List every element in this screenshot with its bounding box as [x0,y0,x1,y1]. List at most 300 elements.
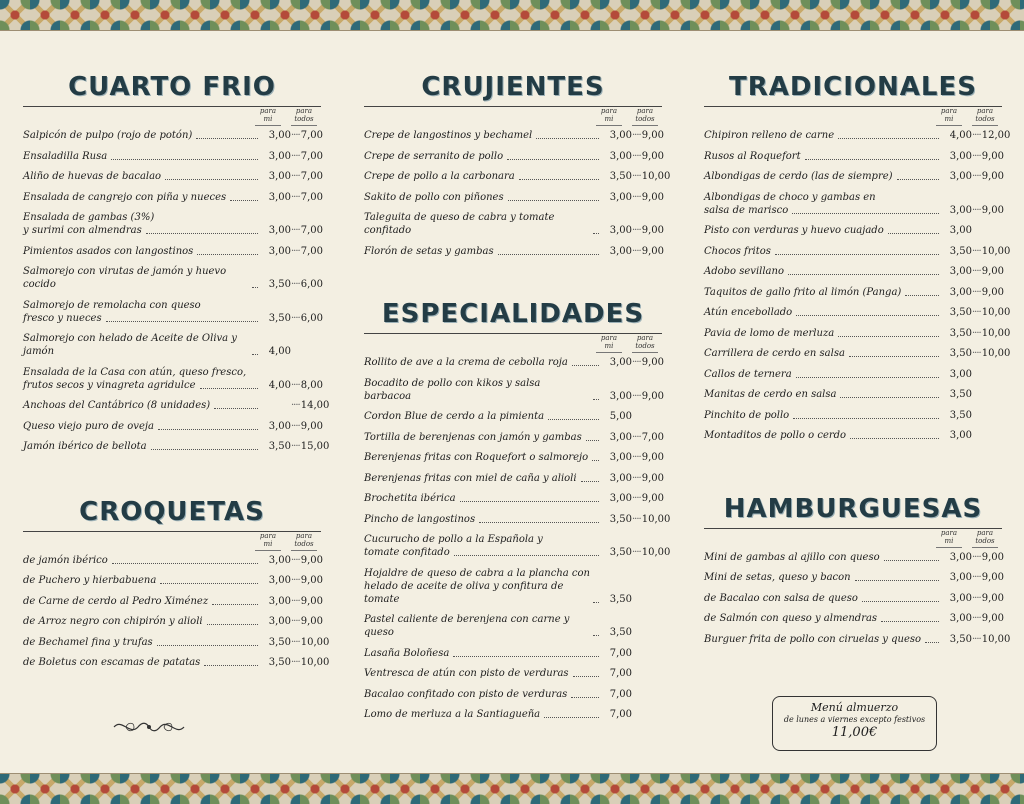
dot-leader [498,254,599,255]
price-para-todos: ···· 10,00 [632,170,662,183]
menu-item-name: Pisto con verduras y huevo cuajado [704,225,884,236]
price-column-headers [704,107,1002,129]
price-para-mi: 3,50 [268,312,291,324]
menu-item-name: Tortilla de berenjenas con jamón y gambas [364,431,582,443]
dot-leader [593,233,599,234]
menu-item [364,211,662,237]
tile-border-top [0,0,1024,31]
tile-border-bottom [0,773,1024,804]
menu-item [364,688,662,701]
menu-item [704,388,1002,401]
menu-item [23,150,321,163]
dot-leader [111,159,258,160]
price-para-todos: ···· 6,00 [291,312,321,325]
price-para-mi: 3,50 [268,441,291,452]
menu-item-name: Brochetita ibérica [364,493,456,504]
menu-item-name: Lasaña Boloñesa [364,647,450,659]
menu-item-name: de Bacalao con salsa de queso [704,592,858,604]
menu-item [364,667,662,680]
menu-item [23,245,321,258]
menu-item-name: frutos secos y vinagreta agridulce [23,379,196,391]
price-para-mi: 3,50 [949,633,972,645]
menu-item-name: Sakito de pollo con piñones [364,191,504,203]
price-para-todos: ···· 9,00 [632,472,662,485]
dot-leader [507,159,599,160]
price-para-mi: 4,00 [268,379,291,391]
menu-item-name: Taquitos de gallo frito al limón (Panga) [704,286,902,298]
menu-item [364,451,662,464]
menu-item-name: Ensalada de cangrejo con piña y nueces [23,191,227,203]
price-para-todos: ···· 9,00 [972,204,1002,217]
menu-item-name: y surimi con almendras [23,225,142,236]
section-hamburguesas [704,492,1011,646]
menu-item [704,368,1002,381]
dot-leader [460,501,599,502]
price-para-todos: ···· 7,00 [291,150,321,163]
dot-leader [252,287,258,288]
menu-item [704,612,1002,625]
price-para-mi: 3,00 [609,130,632,141]
menu-item-name: Ensalada de la Casa con atún, queso fresco, [23,366,247,378]
price-para-todos: ···· 9,00 [632,150,662,163]
price-para-mi: 3,00 [609,431,632,443]
price-para-todos: ···· 9,00 [632,129,662,142]
menu-item-name: Pavia de lomo de merluza [704,327,835,339]
dot-leader [884,560,939,561]
price-para-mi: 3,50 [268,636,291,648]
menu-item [364,245,662,258]
dot-leader [453,656,599,657]
menu-item [23,656,330,669]
menu-item-name: Carrillera de cerdo en salsa [704,348,845,359]
menu-item [23,332,321,358]
price-para-mi: 3,00 [609,245,632,257]
menu-item [364,708,662,721]
price-para-todos: ···· 10,00 [972,327,1002,340]
menu-item [364,191,662,204]
section-especialidades [364,297,671,721]
dot-leader [160,583,258,584]
dot-leader [593,635,599,636]
menu-item-name: Ensalada de gambas (3%) [23,212,155,223]
price-para-todos: ···· 9,00 [972,265,1002,278]
price-para-todos: ···· 9,00 [632,492,662,505]
dot-leader [855,580,939,581]
dot-leader [796,377,939,378]
menu-item-name: helado de aceite de oliva y confitura de tomate [364,580,564,605]
price-para-mi: 3,00 [949,572,972,583]
menu-item [23,366,321,392]
dot-leader [197,254,258,255]
dot-leader [805,159,939,160]
menu-item [364,647,662,660]
menu-item-name: Rollito de ave a la crema de cebolla roja [364,357,568,368]
dot-leader [519,179,599,180]
price-para-todos: ···· 8,00 [291,379,321,392]
price-para-todos: ···· 7,00 [291,245,321,258]
menu-item [23,595,321,608]
price-para-mi: 3,50 [609,593,632,605]
menu-item [364,356,662,369]
price-para-mi: 3,50 [949,348,972,359]
dot-leader [212,604,258,605]
dot-leader [157,645,258,646]
dot-leader [775,254,939,255]
menu-item-name: Rusos al Roquefort [704,150,801,162]
price-para-todos: ···· 10,00 [291,656,321,669]
dot-leader [200,388,259,389]
dot-leader [850,438,939,439]
price-para-todos: ···· 9,00 [291,420,321,433]
menu-item-name: de Salmón con queso y almendras [704,613,878,624]
dot-leader [196,138,258,139]
dot-leader [508,200,599,201]
price-para-mi: 3,00 [609,390,632,402]
menu-item-name: Pinchito de pollo [704,409,790,421]
menu-item-name: Callos de ternera [704,368,792,380]
price-para-mi: 3,50 [949,409,972,421]
dot-leader [106,321,258,322]
menu-item-name: Pastel caliente de berenjena con carne y queso [364,614,570,638]
menu-item-name: de Arroz negro con chipirón y alioli [23,616,203,627]
price-para-mi: 7,00 [609,709,632,720]
menu-item-name: Salpicón de pulpo (rojo de potón) [23,130,193,141]
section-title: TRADICIONALES [729,72,977,102]
dot-leader [548,419,599,420]
price-para-mi: 3,50 [268,279,291,290]
dot-leader [897,179,939,180]
price-para-mi: 7,00 [609,647,632,659]
price-para-mi: 3,50 [268,657,291,668]
menu-item-name: Cordon Blue de cerdo a la pimienta [364,411,545,422]
dot-leader [572,365,599,366]
menu-item-name: Pimientos asados con langostinos [23,245,194,257]
menu-item-name: Montaditos de pollo o cerdo [704,430,847,441]
dot-leader [158,429,258,430]
dot-leader [544,717,599,718]
header-para-todos: para todos [632,334,658,353]
dot-leader [112,563,258,564]
section-cuarto-frio [23,70,330,453]
menu-item-name: Taleguita de queso de cabra y tomate confitado [364,212,555,236]
menu-item [704,571,1002,584]
menu-item-name: Mini de gambas al ajillo con queso [704,551,880,563]
menu-item [704,245,1011,258]
header-para-mi: para mi [596,334,622,353]
price-column-headers [23,107,321,129]
menu-item [704,170,1002,183]
price-para-todos: ···· 15,00 [291,440,321,453]
section-title: CROQUETAS [79,496,265,527]
menu-item-name: de Puchero y hierbabuena [23,575,157,586]
menu-item [364,129,662,142]
dot-leader [252,354,258,355]
column-middle [364,70,671,729]
menu-item-name: Bacalao confitado con pisto de verduras [364,688,568,700]
price-column-headers [364,107,662,129]
menu-item [364,567,662,606]
menu-item [364,492,662,505]
price-para-mi: 3,00 [268,171,291,182]
menu-item-name: Ventresca de atún con pisto de verduras [364,668,569,679]
price-para-mi: 3,00 [949,368,972,380]
price-para-todos: ···· 9,00 [972,170,1002,183]
menu-item-name: Albondigas de choco y gambas en [704,191,876,203]
price-para-mi: 3,00 [949,171,972,182]
price-para-todos: ···· 6,00 [291,278,321,291]
price-para-todos: ···· 9,00 [972,571,1002,584]
price-para-todos: ···· 10,00 [972,306,1002,319]
section-title: CRUJIENTES [421,72,605,102]
price-para-mi: 3,50 [609,547,632,558]
header-para-todos: para todos [972,107,998,126]
dot-leader [214,408,258,409]
menu-item-name: Salmorejo con helado de Aceite de Oliva y jamón [23,333,237,357]
price-para-todos: ···· 9,00 [291,554,321,567]
dot-leader [581,481,599,482]
section-title: CUARTO FRIO [68,72,276,102]
price-para-mi: 3,00 [268,554,291,566]
price-para-todos: ···· 9,00 [972,286,1002,299]
header-para-todos: para todos [291,107,317,126]
dot-leader [207,624,258,625]
menu-item [704,409,1002,422]
header-para-todos: para todos [972,529,998,548]
menu-item-name: Berenjenas fritas con Roquefort o salmorejo [364,452,589,463]
menu-item [704,429,1002,442]
price-para-mi: 3,00 [268,420,291,432]
menu-item-name: de jamón ibérico [23,554,108,566]
price-column-headers [23,532,321,554]
menu-item [704,327,1011,340]
menu-almuerzo-title: Menú almuerzo [810,701,899,714]
dot-leader [881,621,939,622]
menu-item [704,347,1011,360]
price-para-todos: ···· 10,00 [972,347,1002,360]
price-para-todos: ···· 9,00 [632,224,662,237]
dot-leader [925,642,939,643]
menu-item [704,286,1002,299]
menu-item [364,472,662,485]
price-para-mi: 3,50 [949,245,972,257]
dot-leader [793,418,939,419]
price-para-mi: 3,00 [268,191,291,203]
menu-item-name: Ensaladilla Rusa [23,150,108,162]
menu-item [704,150,1002,163]
price-para-todos: ···· 10,00 [291,636,321,649]
header-para-todos: para todos [291,532,317,551]
menu-item-name: Florón de setas y gambas [364,245,494,257]
price-para-todos: ···· 10,00 [632,513,662,526]
dot-leader [204,665,258,666]
price-para-todos: ···· 10,00 [632,546,662,559]
menu-item [23,399,330,412]
menu-item-name: Aliño de huevas de bacalao [23,171,162,182]
price-para-mi: 3,00 [609,493,632,504]
menu-item [23,265,321,291]
menu-item-name: de Boletus con escamas de patatas [23,657,201,668]
menu-item [704,224,1002,237]
price-para-mi: 3,00 [268,150,291,162]
price-column-headers [364,334,662,356]
column-left [23,70,330,677]
menu-item-name: de Bechamel fina y trufas [23,636,153,648]
dot-leader [840,397,939,398]
menu-item [704,265,1002,278]
dot-leader [796,315,939,316]
menu-item-name: Salmorejo de remolacha con queso [23,299,201,311]
price-para-todos: ···· 9,00 [632,245,662,258]
section-tradicionales [704,70,1011,442]
menu-item-name: Atún encebollado [704,307,793,318]
price-para-mi: 3,00 [949,204,972,216]
price-para-mi: 3,50 [609,513,632,525]
price-para-mi: 4,00 [949,130,972,141]
price-para-mi: 3,50 [609,627,632,638]
header-para-mi: para mi [936,107,962,126]
price-para-mi: 3,00 [949,150,972,162]
dot-leader [849,356,939,357]
menu-item-name: Adobo sevillano [704,266,784,277]
menu-item [23,440,330,453]
menu-item [364,431,662,444]
menu-item-name: Anchoas del Cantábrico (8 unidades) [23,400,211,411]
menu-item [704,191,1002,217]
price-para-mi: 3,00 [268,595,291,607]
dot-leader [593,399,599,400]
menu-item [23,170,321,183]
menu-item-name: Pincho de langostinos [364,513,476,525]
dot-leader [792,213,939,214]
price-para-todos: ···· 9,00 [972,551,1002,564]
menu-item-name: de Carne de cerdo al Pedro Ximénez [23,595,209,607]
price-para-todos: ···· 7,00 [291,191,321,204]
price-para-mi: 7,00 [609,668,632,679]
menu-item [23,420,321,433]
menu-almuerzo-box [772,696,937,751]
header-para-mi: para mi [936,529,962,548]
menu-item [364,533,671,559]
price-para-mi: 3,00 [609,357,632,368]
menu-item-name: Lomo de merluza a la Santiagueña [364,709,541,720]
dot-leader [862,601,939,602]
price-para-todos: ···· 9,00 [632,356,662,369]
dot-leader [536,138,599,139]
price-para-mi: 3,00 [609,191,632,203]
menu-item-name: tomate confitado [364,547,450,558]
dot-leader [454,555,599,556]
price-para-todos: ···· 9,00 [972,612,1002,625]
menu-item-name: Berenjenas fritas con miel de caña y alioli [364,472,577,484]
price-para-mi: 3,50 [949,307,972,318]
menu-almuerzo-price: 11,00€ [831,725,878,740]
price-para-mi: 3,00 [949,592,972,604]
price-para-mi: 3,00 [268,225,291,236]
menu-item-name: Hojaldre de queso de cabra a la plancha con [364,567,590,579]
price-para-mi: 3,00 [949,551,972,563]
dot-leader [788,274,939,275]
menu-item [704,129,1011,142]
dot-leader [586,440,599,441]
price-para-todos: ···· 10,00 [972,633,1002,646]
price-para-mi: 3,50 [949,389,972,400]
price-para-mi: 3,00 [949,286,972,298]
menu-item [23,129,321,142]
price-para-todos: ···· 9,00 [632,191,662,204]
price-para-mi: 3,00 [609,452,632,463]
menu-almuerzo-subtitle: de lunes a viernes excepto festivos [783,715,926,724]
price-para-mi: 3,00 [609,225,632,236]
price-para-mi: 3,00 [949,225,972,236]
menu-item-name: Cucurucho de pollo a la Española y [364,534,543,545]
price-para-mi: 4,00 [268,346,291,357]
flourish-ornament [112,718,186,736]
header-para-mi: para mi [255,532,281,551]
menu-item-name: fresco y nueces [23,312,102,324]
menu-item [704,551,1002,564]
section-croquetas [23,495,330,670]
menu-item [23,574,321,587]
menu-item-name: Crepe de langostinos y bechamel [364,130,533,141]
menu-item [364,170,671,183]
dot-leader [905,295,939,296]
section-title: HAMBURGUESAS [723,493,983,524]
dot-leader [593,602,599,603]
menu-item [364,513,671,526]
price-para-mi: 3,50 [949,327,972,339]
price-para-todos: ···· 10,00 [972,245,1002,258]
menu-item-name: Crepe de pollo a la carbonara [364,171,515,182]
dot-leader [838,138,939,139]
menu-item [23,299,321,325]
menu-item-name: Chipiron relleno de carne [704,130,835,141]
menu-item-name: Albondigas de cerdo (las de siempre) [704,171,893,182]
dot-leader [838,336,939,337]
price-column-headers [704,529,1002,551]
dot-leader [479,522,599,523]
price-para-todos: ···· 9,00 [632,390,662,403]
menu-item-name: Mini de setas, queso y bacon [704,572,851,583]
menu-item-name: Queso viejo puro de oveja [23,420,154,432]
price-para-todos: ···· 9,00 [972,150,1002,163]
menu-item [364,613,662,639]
header-para-todos: para todos [632,107,658,126]
menu-item [23,554,321,567]
menu-item [704,592,1002,605]
menu-item-name: Crepe de serranito de pollo [364,150,504,162]
dot-leader [165,179,258,180]
price-para-todos: ···· 14,00 [291,399,321,412]
menu-item [364,377,662,403]
price-para-mi: 3,00 [949,430,972,441]
dot-leader [151,449,258,450]
price-para-todos: ···· 9,00 [291,615,321,628]
price-para-todos: ···· 7,00 [291,170,321,183]
menu-item-name: Manitas de cerdo en salsa [704,389,837,400]
price-para-mi: 3,00 [949,266,972,277]
price-para-todos: ···· 7,00 [291,224,321,237]
menu-item [23,636,330,649]
price-para-todos: ···· 7,00 [632,431,662,444]
menu-item-name: Burguer frita de pollo con ciruelas y queso [704,633,922,645]
price-para-mi: 3,00 [609,150,632,162]
price-para-mi: 7,00 [609,688,632,700]
price-para-todos: ···· 9,00 [291,574,321,587]
dot-leader [573,676,599,677]
menu-item [23,211,321,237]
price-para-todos: ···· 9,00 [291,595,321,608]
menu-item-name: Chocos fritos [704,245,771,257]
